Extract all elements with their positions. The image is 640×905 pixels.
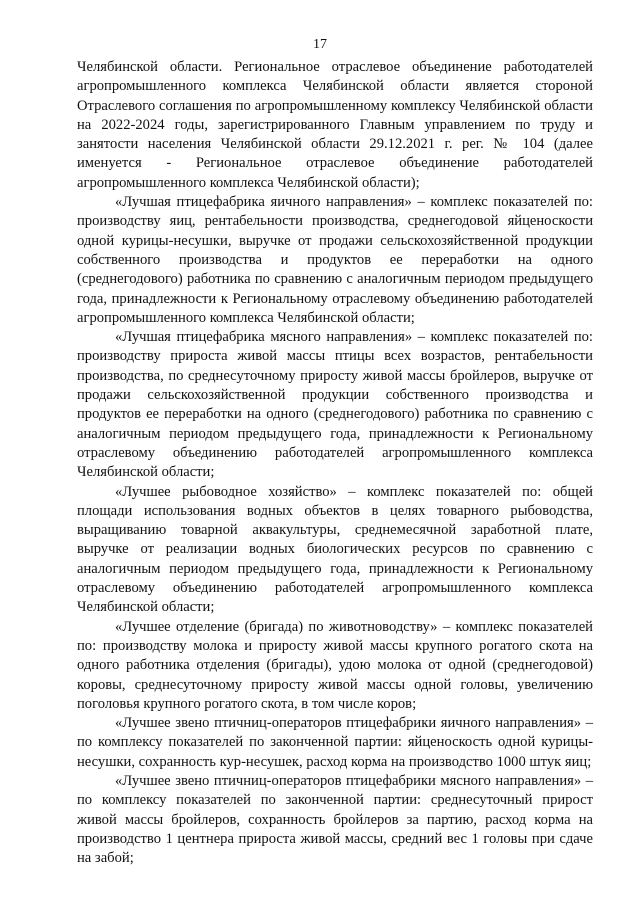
paragraph-livestock-brigade: «Лучшее отделение (бригада) по животноводству» – комплекс показателей по: производству молока и приросту живой массы крупного рогатого скота на одного работника отделения (бригады), удою молока от одной (среднегодовой) коровы, среднесуточному приросту живой массы одной головы, увеличению поголовья крупного рогатого скота, в том числе коров;	[77, 618, 593, 712]
page-body	[77, 58, 593, 868]
paragraph-fish-farm: «Лучшее рыбоводное хозяйство» – комплекс показателей по: общей площади использования водных объектов в целях товарного рыбоводства, выращиванию товарной аквакультуры, среднемесячной заработной плате, выручке от реализации водных биологических ресурсов по сравнению с аналогичным периодом предыдущего года, принадлежности к Региональному отраслевому объединению работодателей агропромышленного комплекса Челябинской области;	[77, 483, 593, 616]
paragraph-meat-poultry-team: «Лучшее звено птичниц-операторов птицефабрики мясного направления» – по комплексу показателей по законченной партии: среднесуточный прирост живой массы бройлеров, сохранность бройлеров за партию, расход корма на производство 1 центнера прироста живой массы, средний вес 1 головы при сдаче на забой;	[77, 772, 593, 867]
page-number: 17	[313, 37, 327, 52]
paragraph-meat-poultry-farm: «Лучшая птицефабрика мясного направления» – комплекс показателей по: производству прироста живой массы птицы всех возрастов, рентабельности производства, по среднесуточному приросту живой массы бройлеров, выручке от продажи сельскохозяйственной продукции собственного производства и продуктов ее переработки на одного (среднегодового) работника по сравнению с аналогичным периодом предыдущего года, принадлежности к Региональному отраслевому объединению работодателей агропромышленного комплекса Челябинской области;	[77, 329, 593, 481]
paragraph-egg-poultry-team: «Лучшее звено птичниц-операторов птицефабрики яичного направления» – по комплексу показателей по законченной партии: яйценоскость одной курицы-несушки, сохранность кур-несушек, расход корма на производство 1000 штук яиц;	[77, 715, 593, 770]
paragraph-continuation: Челябинской области. Региональное отраслевое объединение работодателей агропромышленного комплекса Челябинской области является стороной Отраслевого соглашения по агропромышленному комплексу Челябинской области на 2022-2024 годы, зарегистрированного Главным управлением по труду и занятости населения Челябинской области 29.12.2021 г. рег. № 104 (далее именуется - Региональное отраслевое объединение работодателей агропромышленного комплекса Челябинской области);	[77, 59, 593, 191]
paragraph-egg-poultry-farm: «Лучшая птицефабрика яичного направления» – комплекс показателей по: производству яиц, рентабельности производства, среднегодовой яйценоскости одной курицы-несушки, выручке от продажи сельскохозяйственной продукции собственного производства и продуктов ее переработки на одного (среднегодового) работника по сравнению с аналогичным периодом предыдущего года, принадлежности к Региональному отраслевому объединению работодателей агропромышленного комплекса Челябинской области;	[77, 194, 593, 326]
